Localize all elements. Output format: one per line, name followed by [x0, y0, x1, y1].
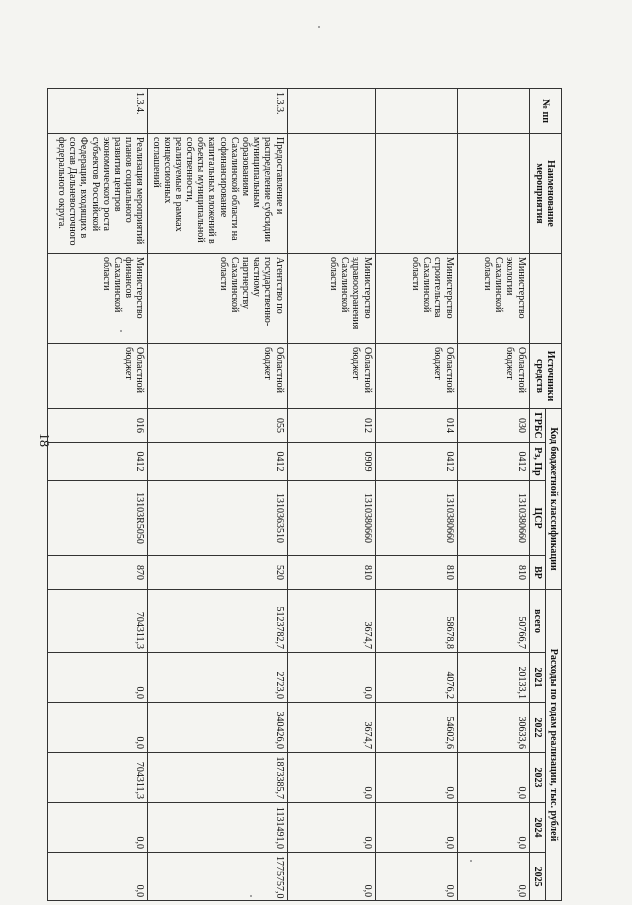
header-rzpr: Рз, Пр	[529, 443, 545, 481]
cell-csr: 13103R5050	[48, 481, 148, 556]
header-total: всего	[529, 590, 545, 653]
cell-2024: 0,0	[287, 803, 375, 853]
cell-source: Областной бюджет	[48, 344, 148, 409]
cell-2025: 1775757,0	[148, 853, 287, 901]
cell-rzpr: 0909	[287, 443, 375, 481]
table-row	[457, 89, 529, 901]
cell-name	[457, 134, 529, 254]
cell-total: 58678,8	[375, 590, 457, 653]
cell-2025: 0,0	[48, 853, 148, 901]
cell-executor: Агентство по государственно-частному партнерству Сахалинской области	[148, 254, 287, 344]
cell-2021: 0,0	[287, 653, 375, 703]
table-row	[48, 89, 148, 901]
cell-source: Областной бюджет	[287, 344, 375, 409]
cell-executor: Министерство финансов Сахалинской области	[48, 254, 148, 344]
header-vr: ВР	[529, 556, 545, 590]
table-row	[375, 89, 457, 901]
cell-name: Предоставление и распределение субсидии муниципальным образованиям Сахалинской области на софинансирование капитальных вложений в объекты муниципальной собственности, реализуемые в рамках концессионных соглашений	[148, 134, 287, 254]
table-row	[287, 89, 375, 901]
cell-grbs: 016	[48, 409, 148, 443]
cell-vr: 810	[457, 556, 529, 590]
cell-total: 50766,7	[457, 590, 529, 653]
header-name: Наименование мероприятия	[529, 134, 561, 254]
cell-2021: 0,0	[48, 653, 148, 703]
cell-2025: 0,0	[457, 853, 529, 901]
cell-vr: 870	[48, 556, 148, 590]
cell-total: 5123782,7	[148, 590, 287, 653]
budget-table	[47, 88, 562, 901]
cell-2025: 0,0	[375, 853, 457, 901]
cell-2022: 54602,6	[375, 703, 457, 753]
cell-executor: Министерство здравоохранения Сахалинской области	[287, 254, 375, 344]
header-2025: 2025	[529, 853, 545, 901]
cell-2024: 1131491,0	[148, 803, 287, 853]
header-grbs: ГРБС	[529, 409, 545, 443]
cell-csr: 1310363510	[148, 481, 287, 556]
cell-vr: 810	[287, 556, 375, 590]
cell-2023: 0,0	[287, 753, 375, 803]
cell-total: 704311,3	[48, 590, 148, 653]
header-2021: 2021	[529, 653, 545, 703]
page-number: 18	[36, 433, 51, 447]
cell-name	[287, 134, 375, 254]
table-header-row	[545, 89, 561, 901]
cell-csr: 1310380660	[375, 481, 457, 556]
cell-2022: 0,0	[48, 703, 148, 753]
cell-grbs: 014	[375, 409, 457, 443]
cell-rzpr: 0412	[148, 443, 287, 481]
cell-executor: Министерство экологии Сахалинской области	[457, 254, 529, 344]
cell-2024: 0,0	[375, 803, 457, 853]
cell-2024: 0,0	[457, 803, 529, 853]
cell-num	[375, 89, 457, 134]
cell-name: Реализация мероприятий планов социального развития центров экономического роста субъектов Российской Федерации, входящих в состав Дальневосточного федерального округа.	[48, 134, 148, 254]
cell-2021: 4076,2	[375, 653, 457, 703]
cell-2025: 0,0	[287, 853, 375, 901]
table-row	[148, 89, 287, 901]
header-expenses-group: Расходы по годам реализации, тыс. рублей	[545, 590, 561, 901]
cell-rzpr: 0412	[375, 443, 457, 481]
cell-num: 1.3.4.	[48, 89, 148, 134]
cell-grbs: 055	[148, 409, 287, 443]
header-2023: 2023	[529, 753, 545, 803]
cell-rzpr: 0412	[457, 443, 529, 481]
cell-2023: 0,0	[375, 753, 457, 803]
cell-total: 3674,7	[287, 590, 375, 653]
cell-2024: 0,0	[48, 803, 148, 853]
cell-2023: 0,0	[457, 753, 529, 803]
cell-grbs: 030	[457, 409, 529, 443]
cell-2023: 1873385,7	[148, 753, 287, 803]
cell-2021: 2723,0	[148, 653, 287, 703]
cell-name	[375, 134, 457, 254]
cell-source: Областной бюджет	[457, 344, 529, 409]
cell-rzpr: 0412	[48, 443, 148, 481]
header-executor	[529, 254, 561, 344]
cell-num	[457, 89, 529, 134]
cell-2022: 340426,0	[148, 703, 287, 753]
rotated-sheet	[56, 88, 562, 900]
header-csr: ЦСР	[529, 481, 545, 556]
header-source: Источники средств	[529, 344, 561, 409]
cell-2021: 20133,1	[457, 653, 529, 703]
header-2024: 2024	[529, 803, 545, 853]
cell-num	[287, 89, 375, 134]
cell-executor: Министерство строительства Сахалинской области	[375, 254, 457, 344]
header-2022: 2022	[529, 703, 545, 753]
cell-vr: 520	[148, 556, 287, 590]
cell-grbs: 012	[287, 409, 375, 443]
cell-source: Областной бюджет	[148, 344, 287, 409]
header-num: № пп	[529, 89, 561, 134]
cell-csr: 1310380660	[287, 481, 375, 556]
cell-2022: 30633,6	[457, 703, 529, 753]
header-budget-code-group: Код бюджетной классификации	[545, 409, 561, 590]
cell-csr: 1310380660	[457, 481, 529, 556]
cell-source: Областной бюджет	[375, 344, 457, 409]
cell-2022: 3674,7	[287, 703, 375, 753]
cell-num: 1.3.3.	[148, 89, 287, 134]
scan-speck	[318, 26, 320, 28]
cell-2023: 704311,3	[48, 753, 148, 803]
cell-vr: 810	[375, 556, 457, 590]
